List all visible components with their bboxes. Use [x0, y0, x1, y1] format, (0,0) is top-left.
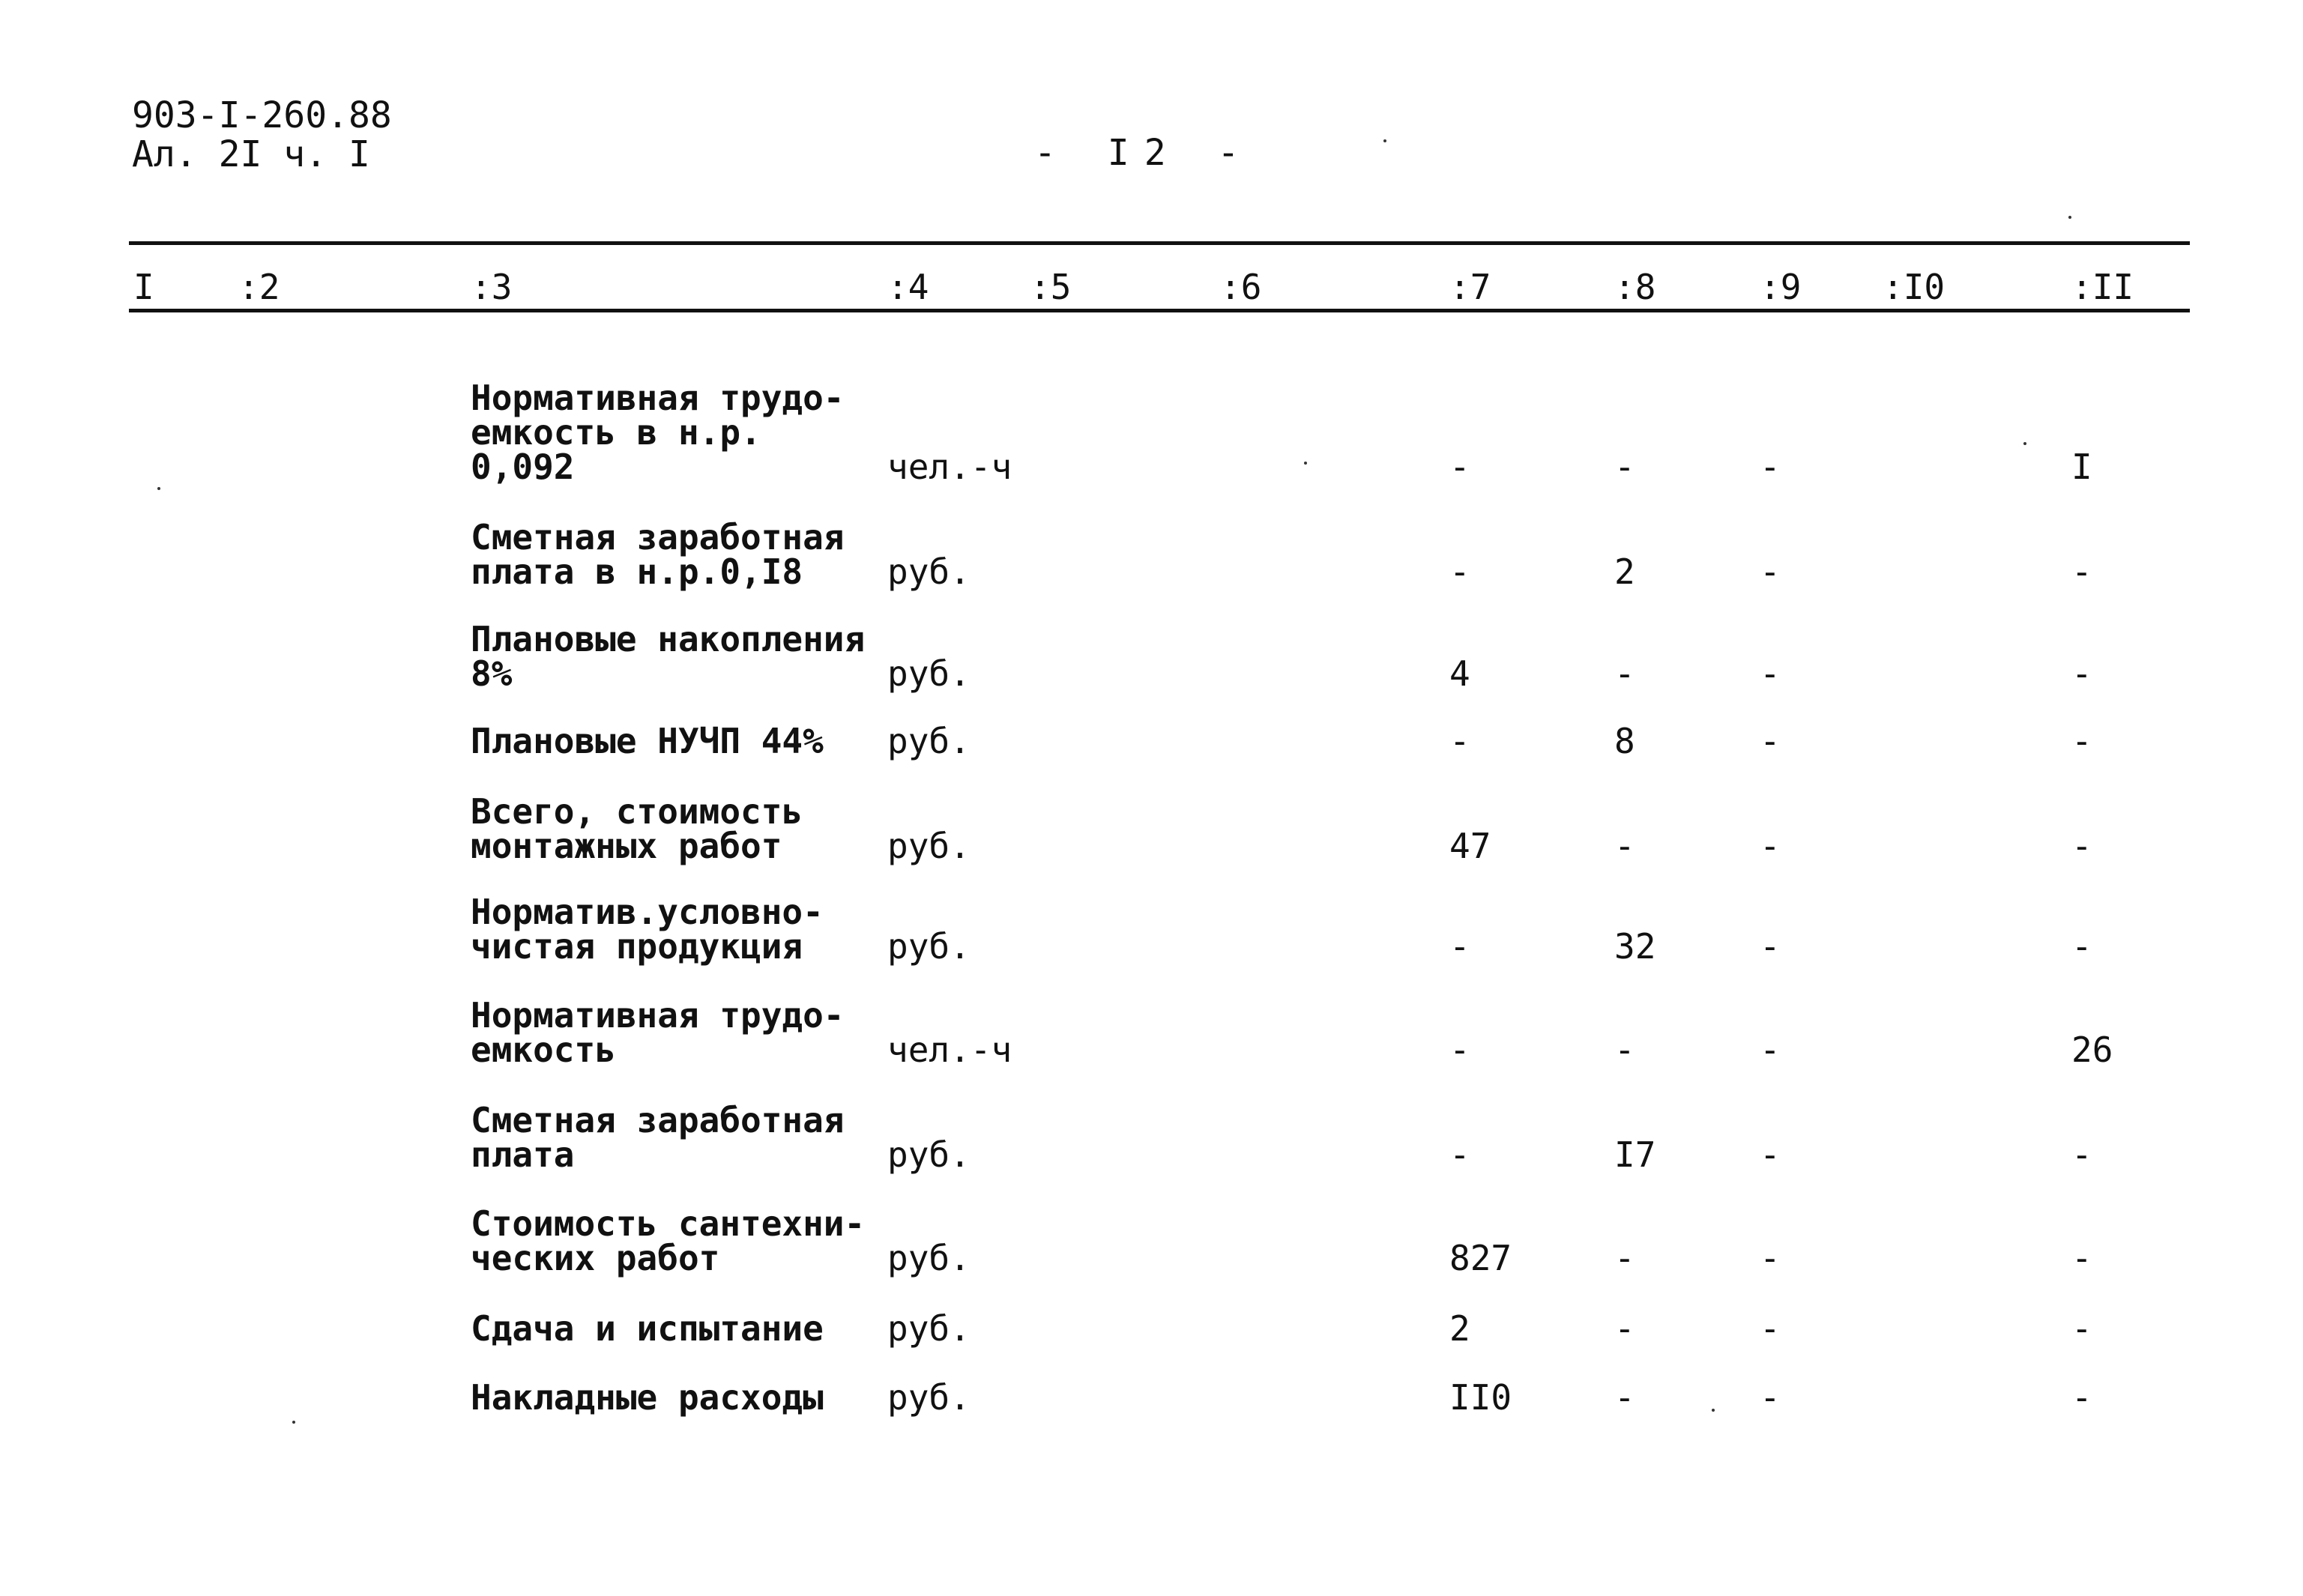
column-header-10: :I0	[1883, 267, 1946, 307]
scan-speck	[1304, 462, 1307, 465]
document-code	[132, 96, 392, 174]
row-col8-value: -	[1614, 653, 1635, 694]
row-col11-value: -	[2071, 1238, 2092, 1278]
row-col11-value: I	[2071, 447, 2092, 487]
column-header-11: :II	[2071, 267, 2134, 307]
row-name-line: монтажных работ	[471, 826, 782, 866]
row-name-line: Всего, стоимость	[471, 791, 803, 832]
row-col11-value: -	[2071, 1134, 2092, 1175]
row-col11-value: -	[2071, 1377, 2092, 1418]
row-col7-value: -	[1449, 447, 1470, 487]
row-col9-value: -	[1760, 1377, 1781, 1418]
row-col11-value: -	[2071, 926, 2092, 967]
row-name-line: Плановые НУЧП 44%	[471, 721, 824, 761]
row-name-line: Накладные расходы	[471, 1377, 824, 1418]
row-col9-value: -	[1760, 1134, 1781, 1175]
row-col9-value: -	[1760, 447, 1781, 487]
row-col7-value: 47	[1449, 826, 1491, 866]
row-name-line: емкость	[471, 1030, 616, 1070]
row-col8-value: -	[1614, 1308, 1635, 1349]
column-header-9: :9	[1760, 267, 1802, 307]
album-part: Ал. 2I ч. I	[132, 133, 370, 175]
column-header-7: :7	[1449, 267, 1491, 307]
column-header-5: :5	[1030, 267, 1072, 307]
scan-speck	[1383, 139, 1386, 142]
row-name-line: Сметная заработная	[471, 517, 845, 557]
row-col7-value: 4	[1449, 653, 1470, 694]
row-unit: чел.-ч	[887, 1030, 1012, 1070]
row-unit: руб.	[887, 1377, 971, 1418]
row-col11-value: 26	[2071, 1030, 2113, 1070]
row-name-line: Нормативная трудо-	[471, 378, 845, 418]
table-header-rule	[129, 309, 2190, 312]
row-unit: руб.	[887, 551, 971, 592]
row-col7-value: 827	[1449, 1238, 1512, 1278]
row-col9-value: -	[1760, 1238, 1781, 1278]
row-name-line: чистая продукция	[471, 926, 803, 967]
row-col8-value: -	[1614, 1377, 1635, 1418]
row-unit: руб.	[887, 1238, 971, 1278]
row-col7-value: -	[1449, 1134, 1470, 1175]
table-top-rule	[129, 241, 2190, 245]
row-col7-value: 2	[1449, 1308, 1470, 1349]
row-col8-value: -	[1614, 826, 1635, 866]
scan-speck	[292, 1421, 295, 1424]
row-col11-value: -	[2071, 826, 2092, 866]
row-unit: руб.	[887, 1134, 971, 1175]
row-col7-value: -	[1449, 721, 1470, 761]
row-col8-value: 32	[1614, 926, 1656, 967]
row-name-line: Стоимость сантехни-	[471, 1203, 866, 1244]
row-unit: руб.	[887, 653, 971, 694]
row-col9-value: -	[1760, 1030, 1781, 1070]
row-name-line: 8%	[471, 653, 513, 694]
row-name-line: Плановые накопления	[471, 619, 866, 659]
column-header-6: :6	[1220, 267, 1262, 307]
row-col8-value: -	[1614, 447, 1635, 487]
row-col11-value: -	[2071, 653, 2092, 694]
scan-speck	[157, 487, 160, 490]
row-col7-value: -	[1449, 1030, 1470, 1070]
row-col11-value: -	[2071, 551, 2092, 592]
row-col7-value: II0	[1449, 1377, 1512, 1418]
row-col7-value: -	[1449, 551, 1470, 592]
row-unit: руб.	[887, 826, 971, 866]
column-header-4: :4	[887, 267, 929, 307]
row-col11-value: -	[2071, 721, 2092, 761]
scan-speck	[2023, 442, 2026, 445]
row-name-line: плата в н.р.0,I8	[471, 551, 803, 592]
row-col9-value: -	[1760, 1308, 1781, 1349]
row-unit: руб.	[887, 721, 971, 761]
row-name-line: емкость в н.р.	[471, 412, 761, 453]
row-name-line: Сдача и испытание	[471, 1308, 824, 1349]
column-header-2: :2	[238, 267, 280, 307]
row-col9-value: -	[1760, 653, 1781, 694]
row-name-line: плата	[471, 1134, 575, 1175]
row-col7-value: -	[1449, 926, 1470, 967]
row-col9-value: -	[1760, 926, 1781, 967]
row-col8-value: -	[1614, 1238, 1635, 1278]
scan-speck	[2068, 216, 2071, 219]
row-unit: руб.	[887, 926, 971, 967]
row-name-line: 0,092	[471, 447, 575, 487]
row-name-line: Норматив.условно-	[471, 892, 824, 932]
row-col9-value: -	[1760, 826, 1781, 866]
row-col11-value: -	[2071, 1308, 2092, 1349]
row-col9-value: -	[1760, 721, 1781, 761]
scan-speck	[1712, 1409, 1715, 1412]
row-name-line: Нормативная трудо-	[471, 995, 845, 1036]
row-name-line: Сметная заработная	[471, 1100, 845, 1140]
page-number: - I2 -	[1034, 132, 1255, 174]
document-number: 903-I-260.88	[132, 94, 392, 136]
row-col8-value: I7	[1614, 1134, 1656, 1175]
row-unit: руб.	[887, 1308, 971, 1349]
column-header-1: I	[133, 267, 154, 307]
row-name-line: ческих работ	[471, 1238, 720, 1278]
row-col9-value: -	[1760, 551, 1781, 592]
column-header-8: :8	[1614, 267, 1656, 307]
row-col8-value: 8	[1614, 721, 1635, 761]
row-unit: чел.-ч	[887, 447, 1012, 487]
row-col8-value: -	[1614, 1030, 1635, 1070]
column-header-3: :3	[471, 267, 513, 307]
row-col8-value: 2	[1614, 551, 1635, 592]
